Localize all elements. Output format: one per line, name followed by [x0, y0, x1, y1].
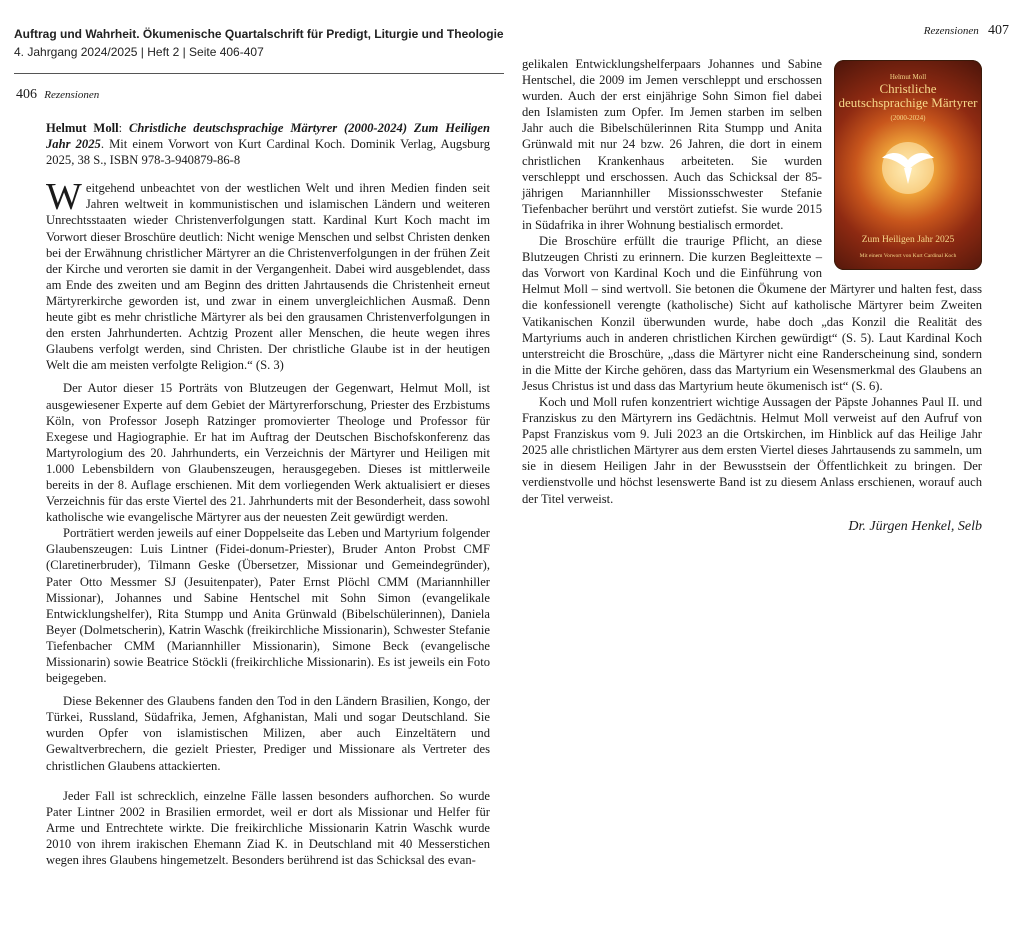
journal-issue-info: 4. Jahrgang 2024/2025 | Heft 2 | Seite 406-407: [14, 45, 264, 59]
reviewer-signature: Dr. Jürgen Henkel, Selb: [848, 518, 982, 534]
journal-title: Auftrag und Wahrheit. Ökumenische Quartalschrift für Predigt, Liturgie und Theologie: [14, 27, 504, 41]
right-running-head: [924, 22, 1009, 39]
paragraph-3: Porträtiert werden jeweils auf einer Doppelseite das Leben und Martyrium folgender Glaubenszeugen: Luis Lintner (Fidei-donum-Priester), Bruder Anton Probst CMF (Claretinerbruder), Tilmann Geske (Übersetzer, Missionar und Gemeindegründer), Pater Otto Messmer SJ (Jesuitenpater), Pater Ernst Plöchl CMM (Mariannhiller Missionar), Johannes und Sabine Hentschel mit Sohn Simon (evangelikale Entwicklungshelfer), Rita Stumpp und Anita Grünwald (Bibelschülerinnen), Daniela Beyer (Dolmetscherin), Katrin Waschk (freikirchliche Missionarin), Schwester Stefanie Tiefenbacher CMM (Mariannhiller Missionarin), Simone Beck (evangelische Missionarin) sowie Beatrice Stöckli (freikirchliche Missionarin). Es ist jeweils ein Foto beigegeben.: [46, 526, 490, 686]
journal-header: [14, 27, 504, 59]
left-section-label: Rezensionen: [44, 89, 100, 101]
dove-icon: [878, 138, 938, 198]
cover-author: Helmut Moll: [889, 73, 927, 81]
left-column: [46, 120, 490, 868]
header-divider: [14, 73, 504, 74]
right-column: [522, 56, 982, 535]
right-page-number: 407: [988, 23, 1009, 38]
right-section-label: Rezensionen: [923, 25, 979, 37]
bibliographic-entry: Helmut Moll: Christliche deutschsprachige Märtyrer (2000-2024) Zum Heiligen Jahr 2025. Mit einem Vorwort von Kurt Cardinal Koch. Dominik Verlag, Augsburg 2025, 38 S., ISBN 978-3-940879-86-8: [46, 121, 490, 168]
book-author: Helmut Moll: [46, 121, 119, 135]
book-cover-image: [834, 60, 982, 270]
book-title: Christliche deutschsprachige Märtyrer (2000-2024) Zum Heiligen Jahr 2025: [46, 121, 490, 152]
paragraph-8: Koch und Moll rufen konzentriert wichtige Aussagen der Päpste Johannes Paul II. und Franziskus zu den Märtyrern ins Gedächtnis. Helmut Moll verweist auf den Aufruf von Papst Franziskus vom 9. Juli 2023 an die Ortskirchen, im Hinblick auf das Heilige Jahr 2025 alle christlichen Märtyrer aus dem ersten Viertel dieses Jahrtausends zu sammeln, um sie in diesem Heiligen Jahr in der Bewusstsein der Öffentlichkeit zu bringen. Der verdienstvolle und höchst lesenswerte Band ist zu diesem Anlass erschienen, worauf auch der Titel verweist.: [522, 394, 982, 506]
left-running-head: [16, 86, 99, 103]
paragraph-1: Weitgehend unbeachtet von der westlichen Welt und ihren Medien finden seit Jahren weltweit in kommunistischen und islamischen Ländern und weiteren Unrechtsstaaten wieder Christenverfolgungen statt. Kardinal Kurt Koch macht im Vorwort dieser Broschüre deutlich: Nicht wenige Menschen und selbst Christen denken bei der Erwähnung christlicher Märtyrer an die Christenverfolgungen in der frühen Zeit der Kirche und verorten sie damit in der Vergangenheit. Dabei wird ausgeblendet, dass am Ende des zweiten und am Beginn des dritten Jahrtausends die Christenheit erneut Märtyrerkirche geworden ist, und zwar in einem unvergleichlichen Ausmaß. Denn heute gibt es mehr christliche Märtyrer als bei den grausamen Christenverfolgungen in den ersten Jahrhunderten. Achtzig Prozent aller Menschen, die heute wegen ihres Glaubens verfolgt werden, sind Christen. Der christliche Glaube ist in der heutigen Welt die am meisten verfolgte Religion.“ (S. 3): [46, 176, 490, 373]
book-details: Mit einem Vorwort von Kurt Cardinal Koch. Dominik Verlag, Augsburg 2025, 38 S., ISBN 978-3-940879-86-8: [46, 137, 490, 168]
paragraph-5: Jeder Fall ist schrecklich, einzelne Fälle lassen besonders aufhorchen. So wurde Pater Lintner 2002 in Brasilien ermordet, weil er dort als Missionar und Helfer für Arme und Entrechtete wirkte. Die freikirchliche Missionarin Katrin Waschk wurde 2010 von ihrem irakischen Ehemann Ziad K. in Deutschland mit 40 Messerstichen wegen ihres Glaubens hingemetzelt. Besonders berührend ist das Schicksal des evan-: [46, 788, 490, 868]
drop-cap: W: [46, 176, 82, 219]
cover-footer: Mit einem Vorwort von Kurt Cardinal Koch: [859, 253, 957, 259]
cover-subtitle: Zum Heiligen Jahr 2025: [861, 235, 955, 245]
paragraph-6: gelikalen Entwicklungshelferpaars Johannes und Sabine Hentschel, die 2009 im Jemen verschleppt und erschossen wurden. Auch der erst einjährige Sohn Simon fiel dabei den Islamisten zum Opfer. Im Jemen starben im selben Jahr auch die Bibelschülerinnen Rita Stumpp und Anita Grünwald mit nur 24 bzw. 26 Jahren, die dort in einem christlichen Krankenhaus arbeiteten. Sie wurden verschleppt und erschossen. Auch das Schicksal der 85-jährigen Mariannhiller Missionsschwester Stefanie Tiefenbacher berührt und verstört zutiefst. Sie wurde 2015 in Südafrika in ihrer Wohnung bestialisch ermordet.: [522, 57, 822, 232]
paragraph-2: Der Autor dieser 15 Porträts von Blutzeugen der Gegenwart, Helmut Moll, ist ausgewiesener Experte auf dem Gebiet der Märtyrerforschung, Priester des Erzbistums Köln, von Professor Joseph Ratzinger promovierter Theologe und Professor für Exegese und Hagiographie. Er hat im Auftrag der Deutschen Bischofskonferenz das Martyrologium des 20. Jahrhunderts, ein Verzeichnis der Märtyrer und Heiligen mit 1.000 Lebensbildern von Glaubenszeugen, herausgegeben. Dieses ist mittlerweile bereits in der 8. Auflage erschienen. Mit dem vorliegenden Werk aktualisiert er dieses Verzeichnis für das erste Viertel des 21. Jahrhunderts mit der Besonderheit, dass sowohl katholische wie evangelische Märtyrer aus der neuesten Zeit gewürdigt werden.: [46, 381, 490, 525]
left-page-number: 406: [16, 87, 37, 102]
cover-years: (2000-2024): [890, 114, 926, 122]
paragraph-4: Diese Bekenner des Glaubens fanden den Tod in den Ländern Brasilien, Kongo, der Türkei, Russland, Südafrika, Jemen, Afghanistan, Mali und sogar Deutschland. Sie wurden Opfer von islamistischen Milizen, aber auch Einzeltätern und Gewaltverbrechern, die gezielt Priester, Prediger und Missionare als Vertreter des christlichen Glaubens attackierten.: [46, 694, 490, 773]
paragraph-7: Die Broschüre erfüllt die traurige Pflicht, an diese Blutzeugen Christi zu erinnern. Die kurzen Begleittexte – das Vorwort von Kardinal Koch und die Einführung von Helmut Moll – sind wertvoll. Sie betonen die Ökumene der Märtyrer und halten fest, dass die konfessionell verengte (katholische) Sicht auf katholische Märtyrer beim Zweiten Vatikanischen Konzil überwunden wurde, habe doch „das Konzil die Realität des Martyriums auch in anderen christlichen Kirchen gewürdigt“ (S. 5). Laut Kardinal Koch unterstreicht die Broschüre, „dass die Märtyrer nicht eine Randerscheinung sind, sondern in die Mitte der Kirche gehören, dass das Martyrium ein Wesensmerkmal des Glaubens an Jesus Christus ist und dass das Martyrium heute ökumenisch ist“ (S. 6).: [522, 234, 982, 393]
cover-title: Christliche deutschsprachige Märtyrer: [838, 81, 978, 110]
